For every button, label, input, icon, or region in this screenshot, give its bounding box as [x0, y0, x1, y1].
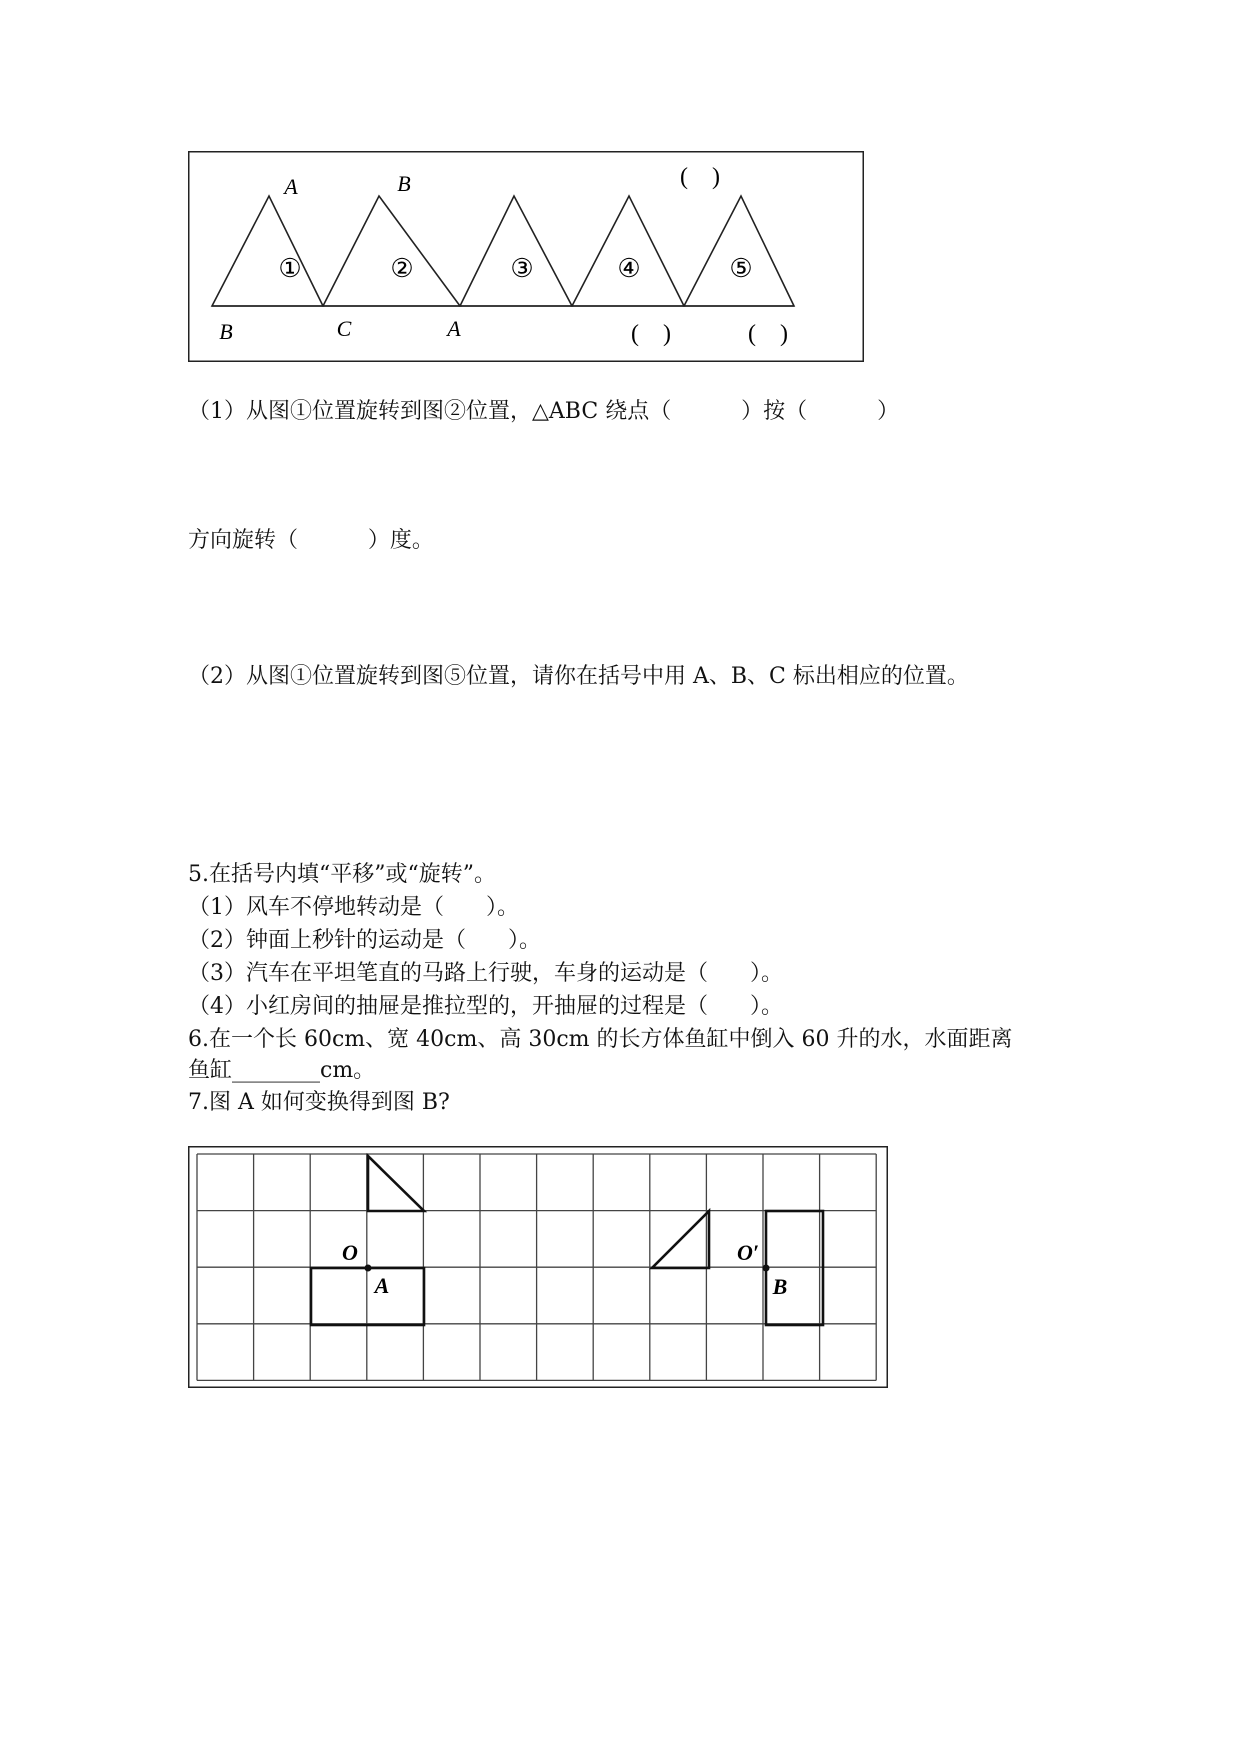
q6-line1: 6.在一个长 60cm、宽 40cm、高 30cm 的长方体鱼缸中倒入 60 升的水，水面距离 [188, 1027, 1013, 1052]
point-o-prime [763, 1265, 770, 1272]
answer-blank-top[interactable]: ( ) [680, 164, 720, 190]
figure-b-rectangle [766, 1211, 823, 1325]
q7-title: 7.图 A 如何变换得到图 B? [188, 1090, 450, 1115]
vertex-label-base-b: B [219, 319, 233, 344]
triangle-1 [212, 196, 323, 306]
vertex-label-top-a: A [284, 174, 298, 199]
grid-transformation-svg [188, 1146, 888, 1388]
triangle-4-label: ④ [617, 254, 641, 283]
grid-lines [197, 1154, 876, 1380]
vertex-label-base-c: C [336, 316, 352, 341]
q5-item-1: （1）风车不停地转动是（ ）。 [188, 895, 519, 920]
answer-blank-bottom-left[interactable]: ( ) [631, 321, 671, 347]
triangle-3 [460, 196, 572, 306]
vertex-label-base-a: A [447, 316, 461, 341]
triangle-rotation-svg [188, 151, 864, 362]
figure-b-triangle [652, 1211, 709, 1268]
q4-part2: （2）从图①位置旋转到图⑤位置，请你在括号中用 A、B、C 标出相应的位置。 [188, 664, 969, 689]
triangle-2 [323, 196, 460, 306]
q6-line2: 鱼缸________cm。 [188, 1058, 376, 1083]
q5-item-3: （3）汽车在平坦笔直的马路上行驶，车身的运动是（ ）。 [188, 961, 783, 986]
q4-part1-line1: （1）从图①位置旋转到图②位置，△ABC 绕点（ ）按（ ） [188, 399, 900, 424]
triangle-rotation-figure [188, 151, 864, 362]
q5-item-2: （2）钟面上秒针的运动是（ ）。 [188, 928, 541, 953]
triangle-5 [684, 196, 794, 306]
label-a: A [374, 1273, 390, 1298]
triangle-2-label: ② [390, 254, 414, 283]
label-o-prime: O′ [736, 1240, 760, 1265]
vertex-label-top-b: B [397, 171, 411, 196]
label-b: B [772, 1274, 788, 1299]
grid-transformation-figure [188, 1146, 888, 1388]
q5-title: 5.在括号内填“平移”或“旋转”。 [188, 862, 496, 887]
triangle-5-label: ⑤ [729, 254, 753, 283]
q5-item-4: （4）小红房间的抽屉是推拉型的，开抽屉的过程是（ ）。 [188, 994, 783, 1019]
figure-a-triangle [368, 1156, 424, 1211]
q4-part1-line2: 方向旋转（ ）度。 [188, 528, 434, 553]
answer-blank-bottom-right[interactable]: ( ) [748, 321, 788, 347]
point-o [365, 1265, 372, 1272]
figure-a-rectangle [311, 1268, 424, 1325]
triangle-3-label: ③ [510, 254, 534, 283]
label-o: O [342, 1240, 358, 1265]
triangle-4 [572, 196, 684, 306]
triangle-1-label: ① [278, 254, 302, 283]
